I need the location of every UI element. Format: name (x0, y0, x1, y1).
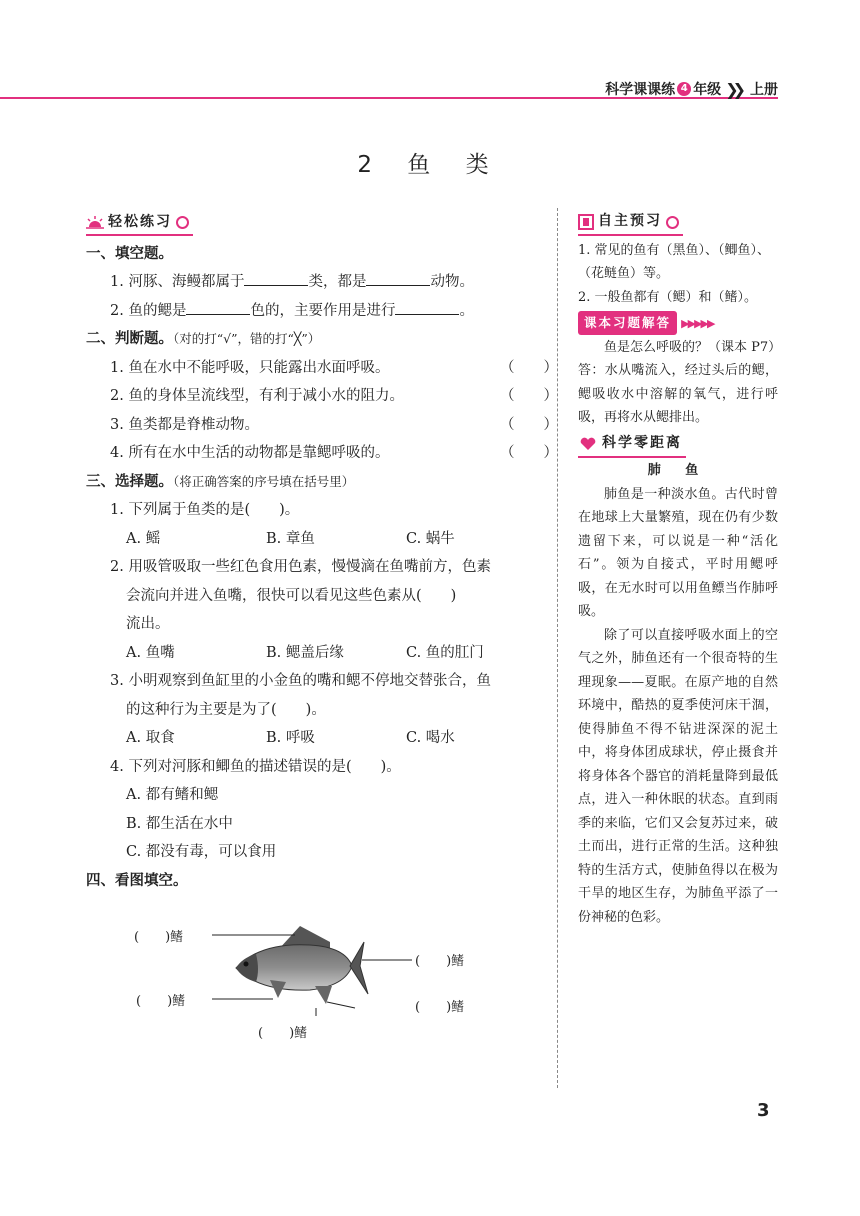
judge-item-3 (86, 411, 558, 440)
choice-question-3-line1: 3. 小明观察到鱼缸里的小金鱼的嘴和鳃不停地交替张合，鱼 (110, 673, 491, 689)
sun-icon (86, 215, 104, 229)
choice-question-2-line3: 流出。 (126, 616, 170, 632)
arrows-icon: ▶▶▶▶▶ (681, 317, 714, 330)
option-b[interactable]: B. 都生活在水中 (126, 815, 233, 832)
option-a[interactable]: A. 鱼嘴 (126, 644, 175, 661)
option-a[interactable]: A. 都有鳍和鳃 (126, 787, 219, 803)
judge-item-4 (86, 439, 558, 468)
question-text: 2. 鱼的鳃是 (110, 302, 187, 319)
heading-note: （将正确答案的序号填在括号里） (173, 473, 355, 489)
fin-label-anal[interactable]: ( )鳍 (415, 1000, 465, 1015)
choice-question-2-line2: 会流向并进入鱼嘴，很快可以看见这些色素从( ) (126, 587, 457, 604)
preview-item-2: 2. 一般鱼都有（鳃）和（鳍）。 (578, 289, 758, 305)
answer-paren[interactable]: （ ） (500, 388, 558, 404)
badge-label: 轻松练习 (108, 213, 172, 230)
fish-fin-diagram (130, 920, 500, 1045)
section-heading-picture: 四、看图填空。 (86, 871, 188, 889)
section-badge-preview (578, 210, 683, 236)
question-text: 动物。 (430, 274, 474, 290)
fin-label-pelvic[interactable]: ( )鳍 (258, 1026, 308, 1041)
item-text: 4. 所有在水中生活的动物都是靠鳃呼吸的。 (110, 445, 390, 461)
option-b[interactable]: B. 呼吸 (266, 730, 315, 746)
article-title: 肺 鱼 (647, 463, 709, 478)
question-text: 1. 河豚、海鳗都属于 (110, 274, 245, 290)
choice-options-1 (86, 525, 546, 554)
judge-item-2 (86, 382, 558, 411)
fish-illustration (130, 920, 500, 1045)
choice-question-4: 4. 下列对河豚和鲫鱼的描述错误的是( )。 (110, 758, 401, 775)
answer-paren[interactable]: （ ） (500, 359, 558, 376)
answer-paren[interactable]: （ ） (500, 445, 558, 461)
swirl-icon (176, 216, 189, 229)
item-text: 1. 鱼在水中不能呼吸，只能露出水面呼吸。 (110, 359, 390, 376)
double-chevron-icon: ❯❯ (725, 79, 740, 99)
choice-question-1: 1. 下列属于鱼类的是( )。 (110, 502, 300, 518)
exercise-column (86, 210, 558, 895)
option-a[interactable]: A. 取食 (126, 730, 175, 746)
heading-text: 二、判断题。 (86, 330, 173, 347)
page-title: 2 鱼 类 (357, 152, 503, 178)
running-header (605, 79, 778, 99)
section-heading-choice (86, 468, 546, 497)
question-fill-1 (86, 268, 546, 297)
sidebar-column (578, 210, 782, 929)
heading-note: （对的打“√”，错的打“╳”） (173, 331, 321, 346)
item-text: 2. 鱼的身体呈流线型，有利于减小水的阻力。 (110, 388, 404, 404)
option-b[interactable]: B. 鳃盖后缘 (266, 644, 344, 661)
answer-blank[interactable] (395, 300, 459, 315)
choice-options-3 (86, 724, 546, 753)
fin-label-tail[interactable]: ( )鳍 (415, 954, 465, 969)
answer-blank[interactable] (366, 271, 430, 286)
fin-label-dorsal[interactable]: ( )鳍 (134, 930, 184, 945)
textbook-answers-header (578, 311, 778, 336)
choice-options-2 (86, 639, 546, 668)
section-badge-practice (86, 210, 193, 236)
fin-label-pectoral[interactable]: ( )鳍 (136, 994, 186, 1009)
page-number: 3 (757, 1100, 770, 1121)
badge-label: 课本习题解答 (578, 311, 677, 335)
preview-item-1: 1. 常见的鱼有（黑鱼）、（鲫鱼）、（花鲢鱼）等。 (578, 242, 771, 281)
choice-question-2-line1: 2. 用吸管吸取一些红色食用色素，慢慢滴在鱼嘴前方，色素 (110, 559, 491, 575)
option-c[interactable]: C. 都没有毒，可以食用 (126, 844, 277, 860)
question-text: 类，都是 (308, 274, 367, 290)
judge-item-1 (86, 354, 558, 383)
grade-suffix: 年级 (693, 82, 722, 98)
option-c[interactable]: C. 蜗牛 (406, 530, 455, 547)
swirl-icon (666, 216, 679, 229)
section-heading-judge (86, 325, 546, 354)
answer-blank[interactable] (186, 300, 250, 315)
book-title: 科学课课练 (605, 82, 676, 98)
article-paragraph-1: 肺鱼是一种淡水鱼。古代时曾在地球上大量繁殖，现在仍有少数遗留下来，可以说是一种“活化石”。领为自接式，平时用鳃呼吸，在无水时可以用鱼鳔当作肺呼吸。 (578, 486, 778, 619)
badge-label: 科学零距离 (602, 434, 682, 451)
option-b[interactable]: B. 章鱼 (266, 530, 315, 547)
answer-paren[interactable]: （ ） (500, 416, 558, 433)
option-c[interactable]: C. 鱼的肛门 (406, 644, 484, 661)
textbook-answer: 答：水从嘴流入，经过头后的鳃，鳃吸收水中溶解的氧气，进行呼吸，再将水从鳃排出。 (578, 363, 778, 425)
textbook-question: 鱼是怎么呼吸的？（课本 P7） (604, 339, 782, 355)
heading-text: 三、选择题。 (86, 472, 173, 490)
option-a[interactable]: A. 鳐 (126, 530, 161, 547)
badge-label: 自主预习 (598, 213, 662, 230)
section-badge-science (578, 432, 686, 458)
section-heading-fill: 一、填空题。 (86, 244, 173, 262)
option-c[interactable]: C. 喝水 (406, 730, 455, 746)
question-text: 。 (459, 302, 474, 319)
article-paragraph-2: 除了可以直接呼吸水面上的空气之外，肺鱼还有一个很奇特的生理现象——夏眠。在原产地的自然环境中，酷热的夏季使河床干涸，使得肺鱼不得不钻进深深的泥土中，将身体团成球状，停止摄食并将身体各个器官的消耗量降到最低点，进入一种休眠的状态。直到雨季的来临，它们又会复苏过来，破土而出，进行正常的生活。这种独特的生活方式，使肺鱼得以在极为干旱的地区生存，为肺鱼平添了一份神秘的色彩。 (578, 627, 778, 925)
book-icon (578, 214, 594, 230)
heart-wings-icon (578, 437, 598, 451)
question-text: 色的，主要作用是进行 (250, 302, 396, 319)
answer-blank[interactable] (244, 271, 308, 286)
grade-number-badge: 4 (677, 82, 691, 96)
column-divider (557, 208, 558, 1088)
question-fill-2 (86, 297, 546, 326)
item-text: 3. 鱼类都是脊椎动物。 (110, 416, 259, 433)
volume-label: 上册 (750, 82, 778, 98)
choice-question-3-line2: 的这种行为主要是为了( )。 (126, 701, 326, 718)
